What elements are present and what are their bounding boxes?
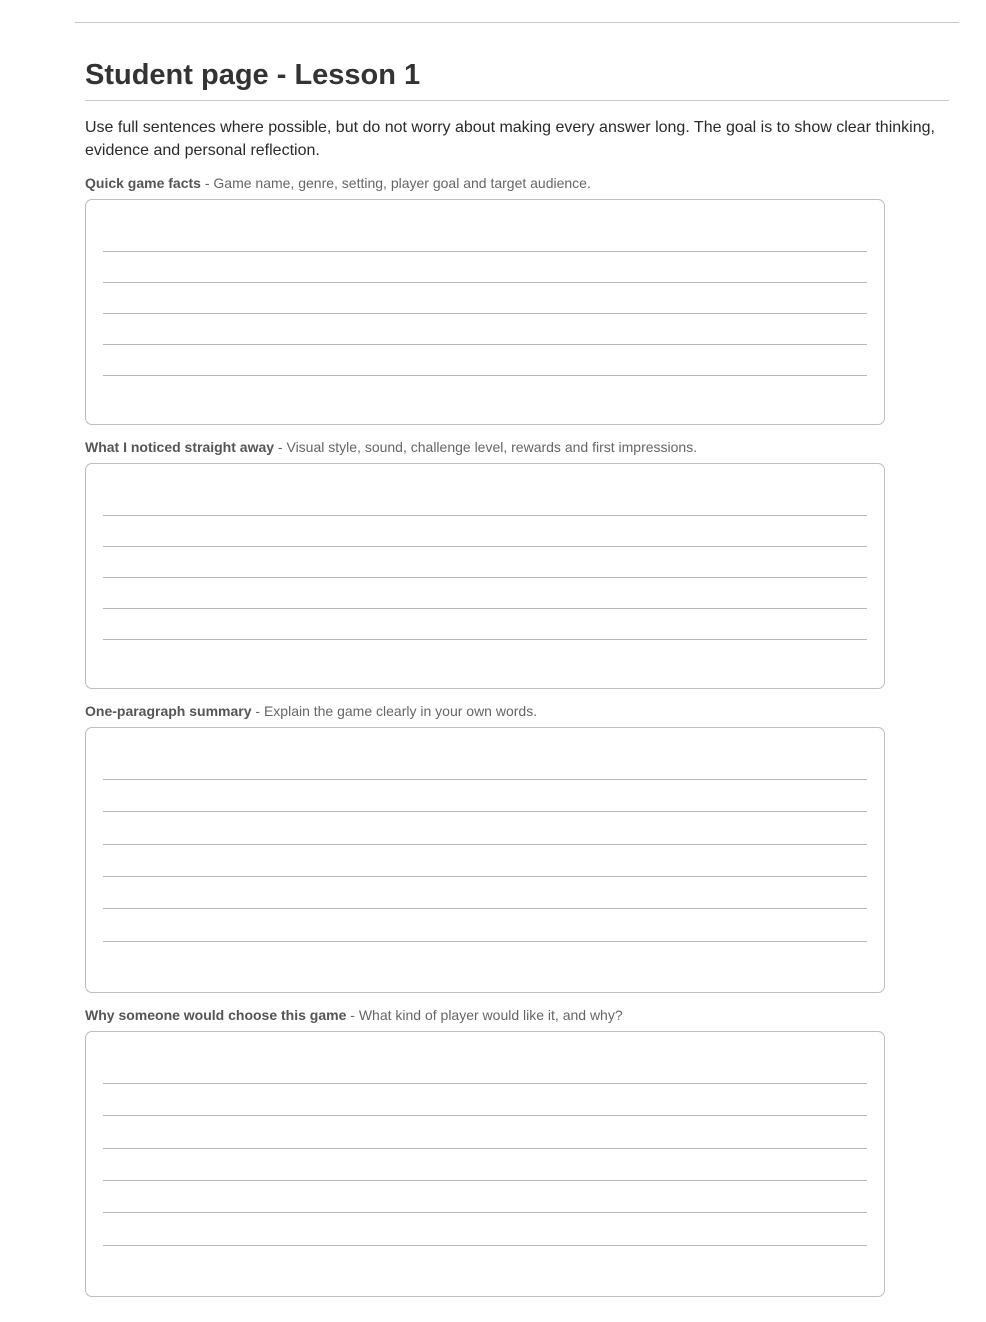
writing-line bbox=[103, 1212, 867, 1213]
prompt-label: Quick game facts bbox=[85, 175, 201, 191]
writing-line bbox=[103, 1245, 867, 1246]
prompt-label: What I noticed straight away bbox=[85, 439, 275, 455]
top-divider bbox=[75, 22, 959, 23]
answer-box-one-paragraph-summary[interactable] bbox=[85, 727, 885, 993]
prompt-separator: - bbox=[200, 175, 214, 191]
writing-line bbox=[103, 844, 867, 845]
prompt-quick-game-facts bbox=[85, 174, 591, 192]
prompt-label: One-paragraph summary bbox=[85, 703, 252, 719]
prompt-one-paragraph-summary bbox=[85, 702, 537, 720]
writing-line bbox=[103, 608, 867, 609]
writing-line bbox=[103, 908, 867, 909]
writing-line bbox=[103, 1180, 867, 1181]
writing-line bbox=[103, 515, 867, 516]
instructions-text: Use full sentences where possible, but do not worry about making every answer long. The goal is to show clear thinking, evidence and personal reflection. bbox=[85, 119, 935, 159]
writing-line bbox=[103, 941, 867, 942]
writing-line bbox=[103, 1148, 867, 1149]
prompt-separator: - bbox=[346, 1007, 359, 1023]
writing-line bbox=[103, 1115, 867, 1116]
writing-line bbox=[103, 1083, 867, 1084]
writing-line bbox=[103, 344, 867, 345]
writing-line bbox=[103, 546, 867, 547]
writing-line bbox=[103, 375, 867, 376]
writing-line bbox=[103, 577, 867, 578]
prompt-hint: What kind of player would like it, and why? bbox=[358, 1007, 623, 1023]
prompt-separator: - bbox=[274, 439, 287, 455]
writing-line bbox=[103, 313, 867, 314]
writing-line bbox=[103, 779, 867, 780]
page-title: Student page - Lesson 1 bbox=[85, 59, 421, 91]
answer-box-why-choose-this-game[interactable] bbox=[85, 1031, 885, 1297]
prompt-why-choose-this-game bbox=[85, 1006, 623, 1024]
answer-box-noticed-straight-away[interactable] bbox=[85, 463, 885, 689]
writing-line bbox=[103, 282, 867, 283]
writing-line bbox=[103, 251, 867, 252]
prompt-hint: Game name, genre, setting, player goal and target audience. bbox=[213, 175, 591, 191]
writing-line bbox=[103, 811, 867, 812]
title-divider bbox=[85, 100, 949, 101]
prompt-hint: Explain the game clearly in your own words. bbox=[263, 703, 538, 719]
prompt-label: Why someone would choose this game bbox=[85, 1007, 347, 1023]
writing-line bbox=[103, 639, 867, 640]
answer-box-quick-game-facts[interactable] bbox=[85, 199, 885, 425]
writing-line bbox=[103, 876, 867, 877]
prompt-noticed-straight-away bbox=[85, 438, 697, 456]
prompt-hint: Visual style, sound, challenge level, rewards and first impressions. bbox=[286, 439, 698, 455]
prompt-separator: - bbox=[251, 703, 264, 719]
